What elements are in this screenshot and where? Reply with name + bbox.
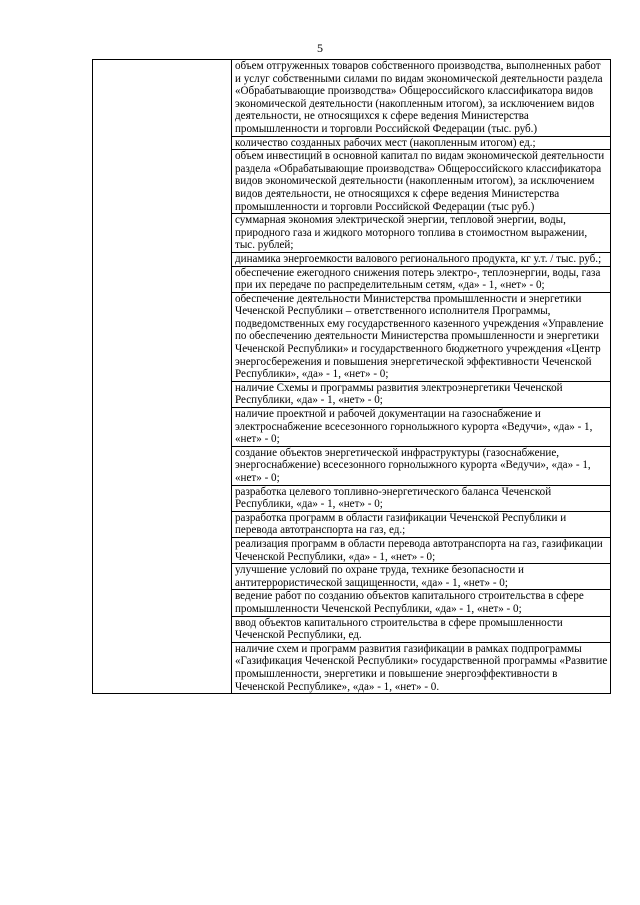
indicator-cell: ведение работ по созданию объектов капитального строительства в сфере промышленности Чеченской Республики, «да» - 1, «нет» - 0; [232, 590, 611, 616]
indicator-cell: объем инвестиций в основной капитал по видам экономической деятельности раздела «Обрабатывающие производства» Общероссийского классификатора видов экономической деятельности (накопленным итогом), за исключением видов деятельности, не относящихся к сфере ведения Министерства промышленности и торговли Российской Федерации (тыс руб.) [232, 150, 611, 214]
indicator-cell: обеспечение деятельности Министерства промышленности и энергетики Чеченской Республики – ответственного исполнителя Программы, подведомственных ему государственного казенного учреждения «Управление по обеспечению деятельности Министерства промышленности и энергетики Чеченской Республики» и государственного бюджетного учреждения «Центр энергосбережения и повышения энергетической эффективности Чеченской Республики», «да» - 1, «нет» - 0; [232, 292, 611, 381]
indicator-cell: реализация программ в области перевода автотранспорта на газ, газификации Чеченской Республики, «да» - 1, «нет» - 0; [232, 537, 611, 563]
indicator-cell: наличие Схемы и программы развития электроэнергетики Чеченской Республики, «да» - 1, «нет» - 0; [232, 381, 611, 407]
indicator-cell: создание объектов энергетической инфраструктуры (газоснабжение, энергоснабжение) всесезонного горнолыжного курорта «Ведучи», «да» - 1, «нет» - 0; [232, 446, 611, 485]
empty-left-cell [93, 60, 232, 694]
table-row [93, 60, 611, 137]
indicator-cell: количество созданных рабочих мест (накопленным итогом) ед.; [232, 136, 611, 150]
page-number: 5 [317, 41, 323, 55]
indicators-table [92, 59, 611, 694]
indicator-cell: разработка программ в области газификации Чеченской Республики и перевода автотранспорта на газ, ед.; [232, 511, 611, 537]
indicator-cell: обеспечение ежегодного снижения потерь электро-, теплоэнергии, воды, газа при их передаче по распределительным сетям, «да» - 1, «нет» - 0; [232, 266, 611, 292]
indicator-cell: наличие схем и программ развития газификации в рамках подпрограммы «Газификация Чеченской Республики» государственной программы «Развитие промышленности, энергетики и повышение энергоэффективности в Чеченской Республике», «да» - 1, «нет» - 0. [232, 642, 611, 693]
indicator-cell: разработка целевого топливно-энергетического баланса Чеченской Республики, «да» - 1, «нет» - 0; [232, 485, 611, 511]
indicator-cell: объем отгруженных товаров собственного производства, выполненных работ и услуг собственными силами по видам экономической деятельности раздела «Обрабатывающие производства» Общероссийского классификатора видов экономической деятельности (накопленным итогом), за исключением видов деятельности, не относящихся к сфере ведения Министерства промышленности и торговли Российской Федерации (тыс. руб.) [232, 60, 611, 137]
indicator-cell: улучшение условий по охране труда, технике безопасности и антитеррористической защищенности, «да» - 1, «нет» - 0; [232, 564, 611, 590]
indicator-cell: динамика энергоемкости валового регионального продукта, кг у.т. / тыс. руб.; [232, 252, 611, 266]
indicator-cell: ввод объектов капитального строительства в сфере промышленности Чеченской Республики, ед. [232, 616, 611, 642]
indicator-cell: суммарная экономия электрической энергии, тепловой энергии, воды, природного газа и жидкого моторного топлива в стоимостном выражении, тыс. рублей; [232, 214, 611, 253]
indicator-cell: наличие проектной и рабочей документации на газоснабжение и электроснабжение всесезонного горнолыжного курорта «Ведучи», «да» - 1, «нет» - 0; [232, 408, 611, 447]
